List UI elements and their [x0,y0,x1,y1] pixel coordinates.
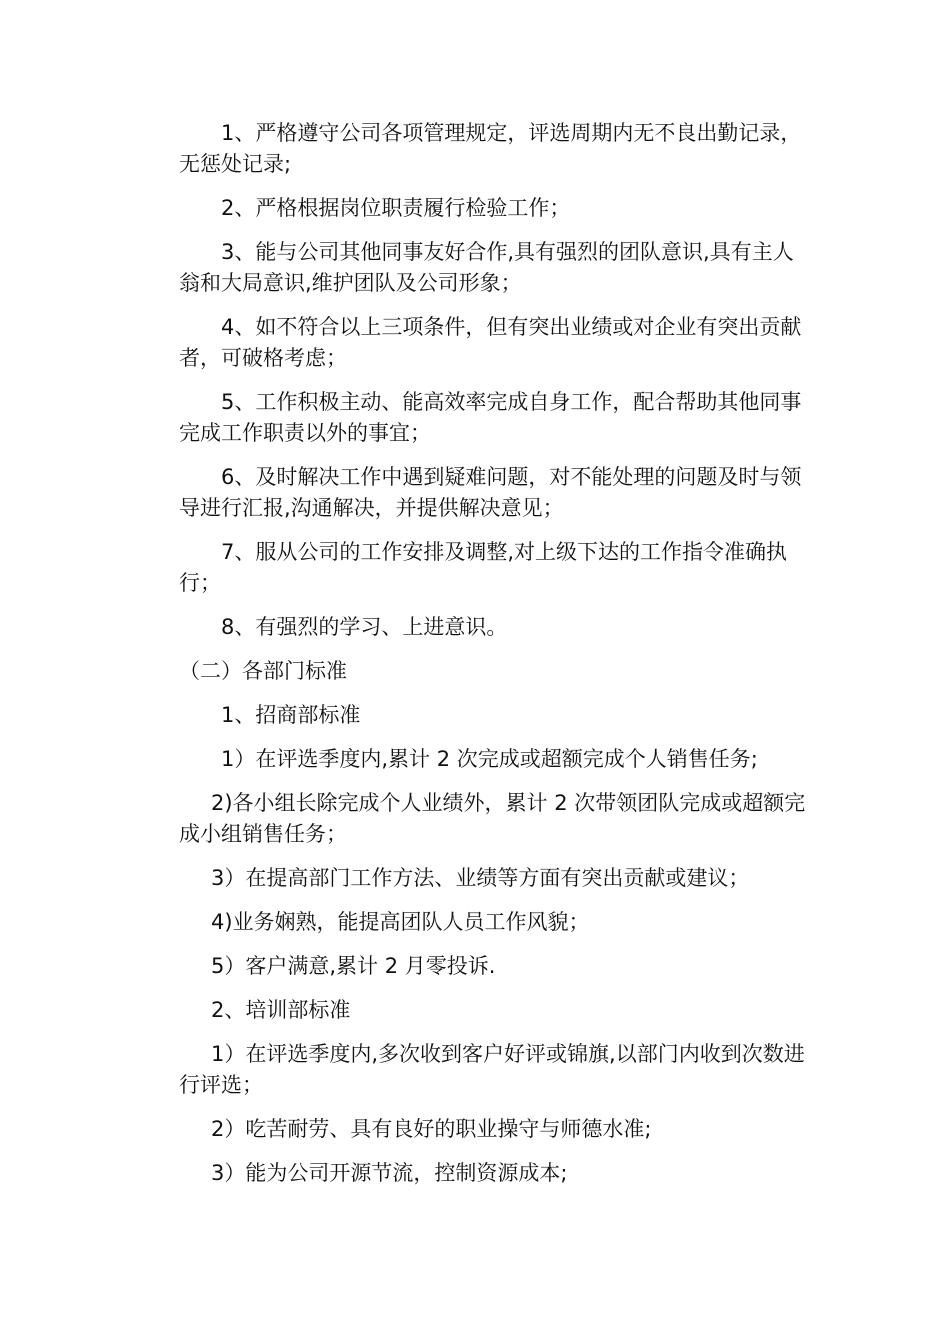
sales-dept-title: 1、招商部标准 [221,703,361,727]
document-body [179,118,809,1202]
criterion-2: 2、严格根据岗位职责履行检验工作； [221,196,571,220]
training-item-2: 2）吃苦耐劳、具有良好的职业操守与师德水准; [211,1117,652,1141]
criterion-8: 8、有强烈的学习、上进意识。 [221,615,508,639]
sales-item-2: 2)各小组长除完成个人业绩外，累计 2 次带领团队完成或超额完成小组销售任务； [179,791,806,846]
sales-item-4: 4)业务娴熟，能提高团队人员工作风貌； [211,910,590,934]
criterion-3: 3、能与公司其他同事友好合作,具有强烈的团队意识,具有主人翁和大局意识,维护团队及公司形象； [179,240,794,295]
sales-item-1: 1）在评选季度内,累计 2 次完成或超额完成个人销售任务; [221,747,758,771]
training-item-3: 3）能为公司开源节流，控制资源成本; [211,1161,568,1185]
criterion-1: 1、严格遵守公司各项管理规定，评选周期内无不良出勤记录，无惩处记录; [179,121,802,176]
criterion-7: 7、服从公司的工作安排及调整,对上级下达的工作指令准确执行； [179,540,788,595]
training-item-1: 1）在评选季度内,多次收到客户好评或锦旗,以部门内收到次数进行评选； [179,1042,805,1097]
section-heading: （二）各部门标准 [179,659,347,683]
criterion-6: 6、及时解决工作中遇到疑难问题，对不能处理的问题及时与领导进行汇报,沟通解决，并提供解决意见； [179,465,802,520]
criterion-5: 5、工作积极主动、能高效率完成自身工作，配合帮助其他同事完成工作职责以外的事宜； [179,390,802,445]
sales-item-3: 3）在提高部门工作方法、业绩等方面有突出贡献或建议； [211,866,750,890]
sales-item-5: 5）客户满意,累计 2 月零投诉. [211,954,496,978]
training-dept-title: 2、培训部标准 [211,998,351,1022]
criterion-4: 4、如不符合以上三项条件，但有突出业绩或对企业有突出贡献者，可破格考虑； [179,315,802,370]
